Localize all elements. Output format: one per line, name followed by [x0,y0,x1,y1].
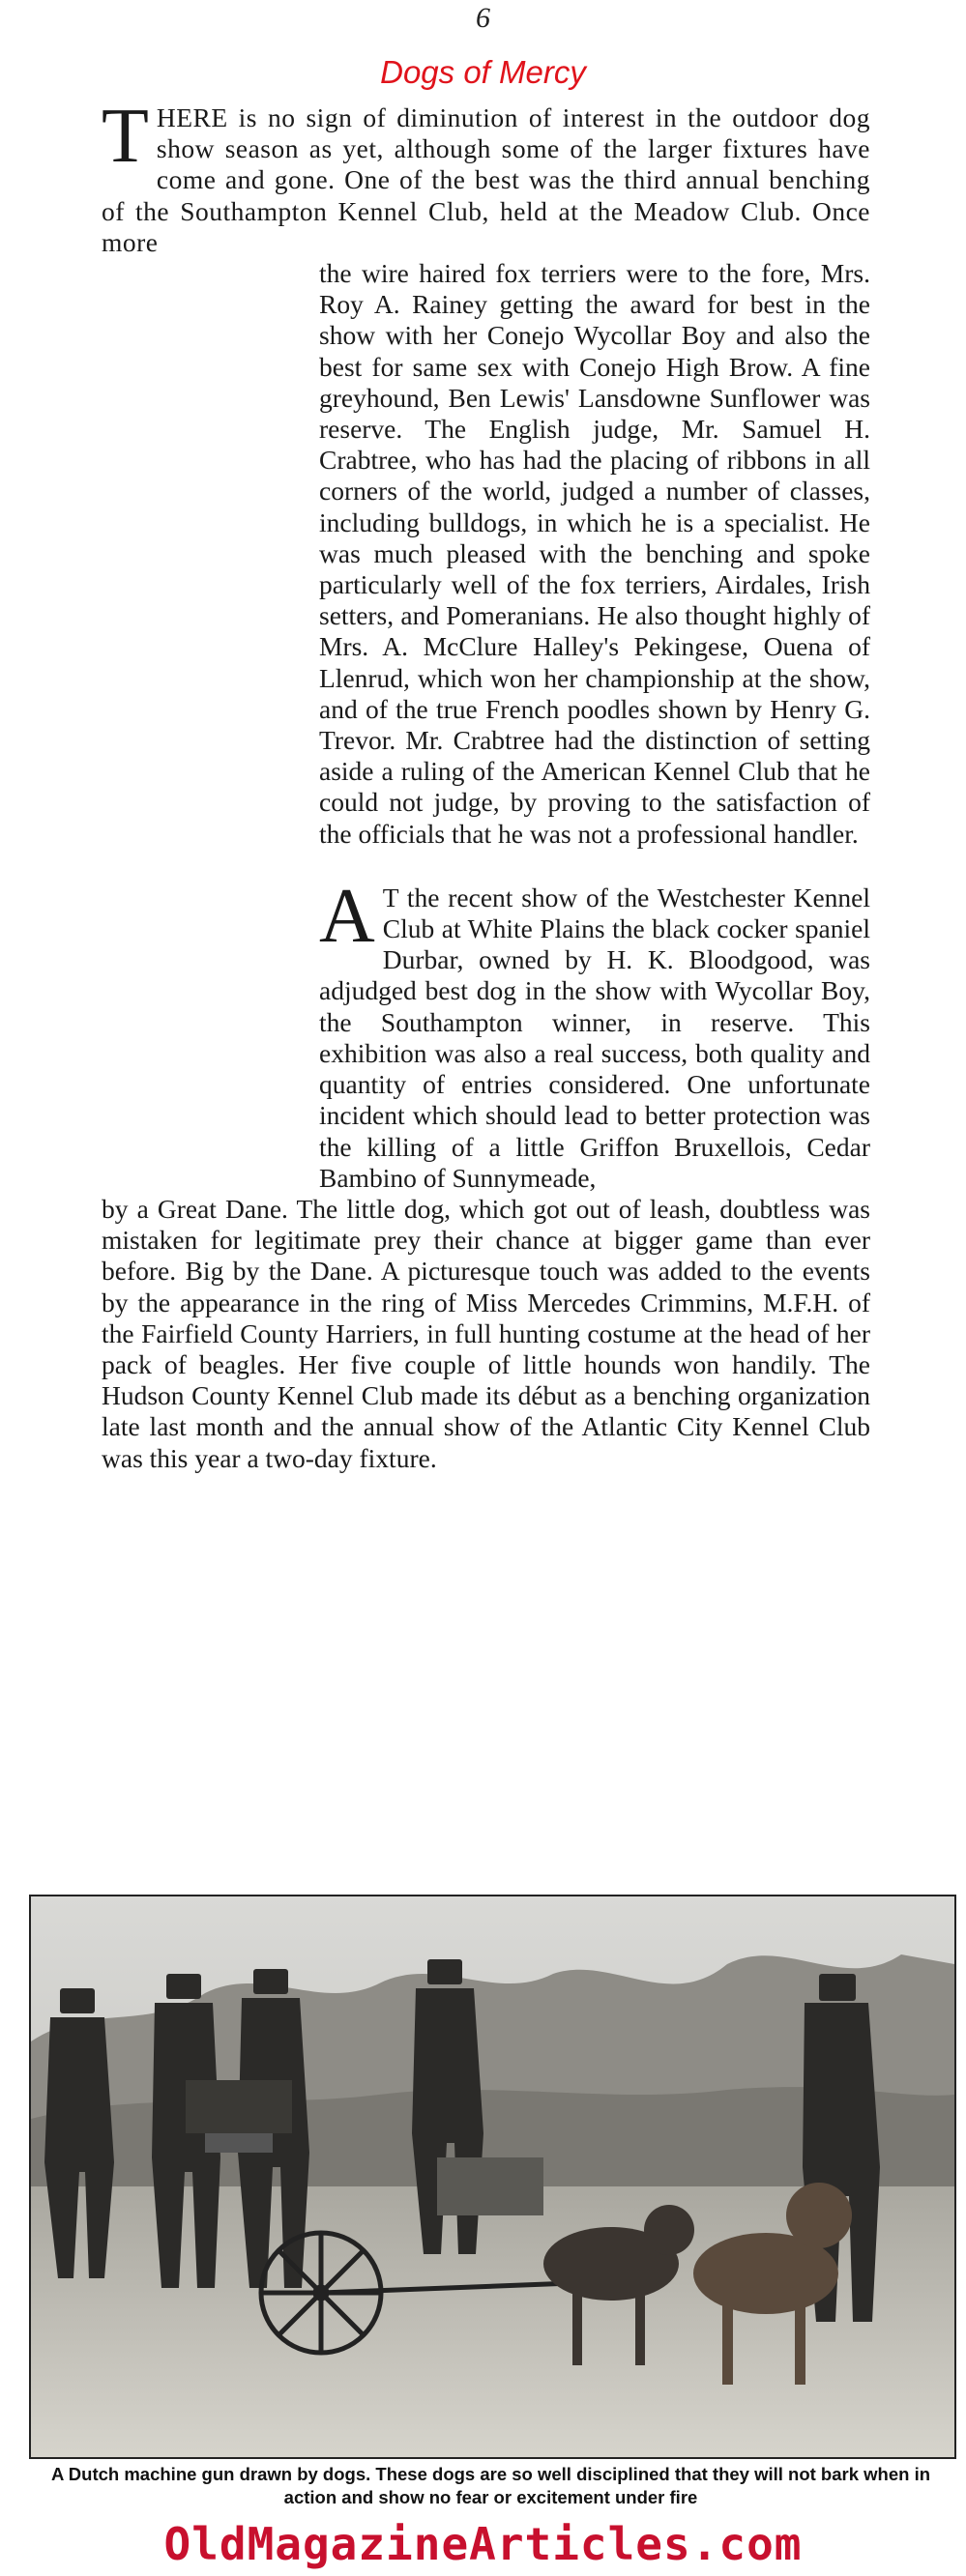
drop-cap-t: T [102,94,149,179]
article-column [102,94,870,1474]
photo-caption: A Dutch machine gun drawn by dogs. These dogs are so well disciplined that they will not bark when in action and show no fear or excitement under fire [50,2464,931,2507]
article-paragraph-1 [102,94,870,850]
paragraph-2-indented: T the recent show of the Westchester Kennel Club at White Plains the black cocker spaniel Durbar, owned by H. K. Bloodgood, was adjudged best dog in the show with Wycollar Boy, the Southampton winner, in reserve. This exhibition was also a real success, both quality and quantity of entries considered. One unfortunate incident which should lead to better protection was the killing of a little Griffon Bruxellois, Cedar Bambino of Sunnymeade, [319,882,870,1193]
page-title: Dogs of Mercy [380,54,586,90]
paragraph-1-body: the wire haired fox terriers were to the fore, Mrs. Roy A. Rainey getting the award for best in the show with her Conejo Wycollar Boy and also the best for same sex with Conejo High Brow. A fine greyhound, Ben Lewis' Lansdowne Sunflower was reserve. The English judge, Mr. Samuel H. Crabtree, who has had the placing of ribbons in all corners of the world, judged a number of classes, including bulldogs, in which he is a specialist. He was much pleased with the benching and spoke particularly well of the fox terriers, Airdales, Irish setters, and Pomeranians. He also thought highly of Mrs. A. McClure Halley's Pekingese, Ouena of Llenrud, which won her championship at the show, and of the true French poodles shown by Henry G. Trevor. Mr. Crabtree had the distinction of setting aside a ruling of the American Kennel Club that he could not judge, by proving to the satisfaction of the officials that he was not a professional handler. [319,258,870,849]
paragraph-1-lead: HERE is no sign of diminution of interest in the outdoor dog show season as yet, although some of the larger fixtures have come and gone. One of the best was the third annual benching of the Southampton Kennel Club, held at the Meadow Club. Once more [102,102,870,257]
paragraph-2-indented-wrap [319,873,870,1194]
drop-cap-a: A [319,873,375,959]
photo-illustration [31,1896,954,2457]
page-number: 6 [476,2,490,34]
paragraph-2-full: by a Great Dane. The little dog, which got out of leash, doubtless was mistaken for legitimate prey their chance at bigger game than ever before. Big by the Dane. A picturesque touch was added to the events by the appearance in the ring of Miss Mercedes Crimmins, M.F.H. of the Fairfield County Harriers, in full hunting costume at the head of her pack of beagles. Her five couple of little hounds won handily. The Hudson County Kennel Club made its début as a benching organization late last month and the annual show of the Atlantic City Kennel Club was this year a two-day fixture. [102,1193,870,1473]
article-paragraph-2 [102,873,870,1474]
site-watermark: OldMagazineArticles.com [163,2518,803,2570]
dog-cart-photo [29,1895,956,2459]
